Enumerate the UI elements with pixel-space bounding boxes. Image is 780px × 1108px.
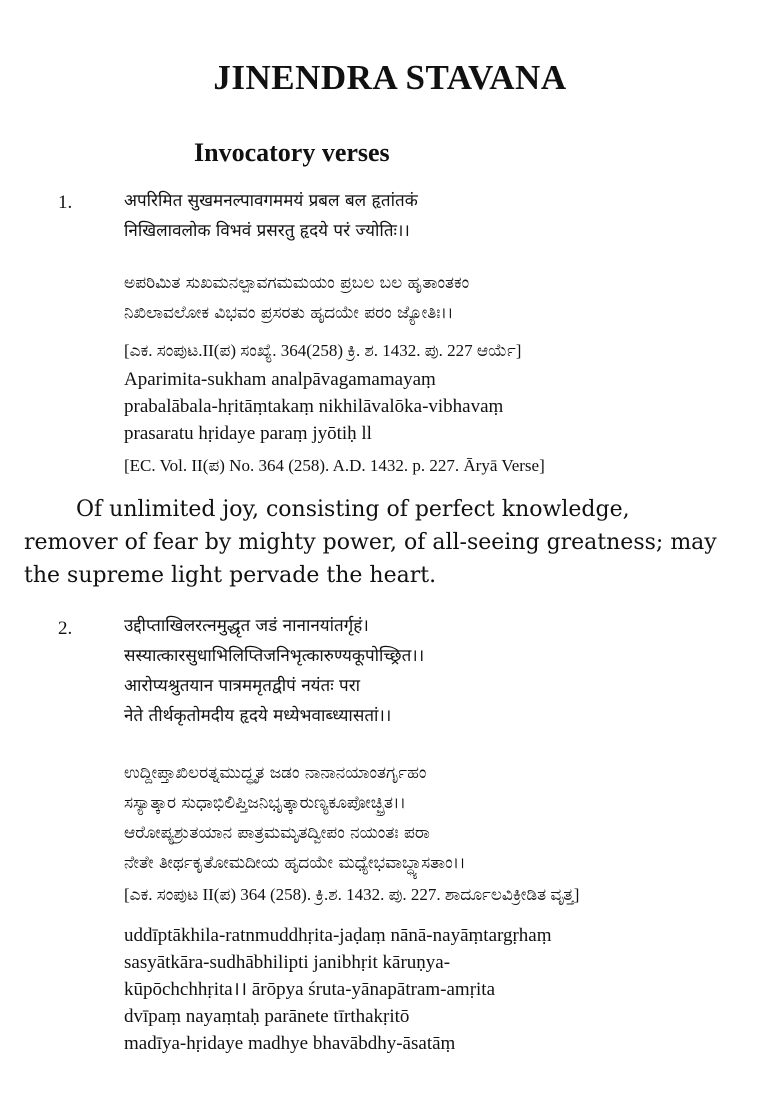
page-title: JINENDRA STAVANA (213, 58, 567, 97)
transliteration-line: prasaratu hṛidaye paraṃ jyōtiḥ ll (124, 423, 372, 444)
verse-1-number: 1. (58, 192, 73, 213)
kannada-line: ಆರೋಪ್ಯಶ್ರುತಯಾನ ಪಾತ್ರಮಮೃತದ್ವೀಪಂ ನಯಂತಃ ಪರಾ (124, 823, 430, 843)
translation-line: the supreme light pervade the heart. (24, 563, 437, 588)
transliteration-line: sasyātkāra-sudhābhilipti janibhṛit kāruṇya- (124, 952, 451, 973)
verse-1-kannada-reference (124, 336, 521, 365)
kannada-line: ನಿಖಿಲಾವಲೋಕ ವಿಭವಂ ಪ್ರಸರತು ಹೃದಯೇ ಪರಂ ಜ್ಯೋತಿಃ।। (124, 303, 454, 323)
verse-2-kannada (124, 758, 466, 878)
kannada-line: ನೇತೇ ತೀರ್ಥಕೃತೋಮದೀಯ ಹೃದಯೇ ಮಧ್ಯೇಭವಾಬ್ಧ್ಯಾಸತಾಂ।। (124, 853, 466, 873)
kannada-reference-text: [ಎಕ. ಸಂಪುಟ II(ಪ) 364 (258). ಕ್ರಿ.ಶ. 1432. ಪು. 227. ಶಾರ್ದೂಲವಿಕ್ರೀಡಿತ ವೃತ್ತ] (124, 885, 580, 904)
verse-1-transliteration (124, 366, 503, 447)
translation-paragraph (24, 493, 764, 592)
transliteration-line: uddīptākhila-ratnmuddhṛita-jaḍaṃ nānā-nayāṃtargṛhaṃ (124, 925, 552, 946)
devanagari-line: आरोप्यश्रुतयान पात्रममृतद्वीपं नयंतः परा (124, 676, 361, 696)
transliteration-line: dvīpaṃ nayaṃtaḥ parānete tīrthakṛitō (124, 1006, 410, 1027)
english-reference-text: [EC. Vol. II(ಪ) No. 364 (258). A.D. 1432. p. 227. Āryā Verse] (124, 456, 545, 475)
kannada-line: ಸಸ್ಯಾತ್ಕಾರ ಸುಧಾಭಿಲಿಪ್ತಿಜನಿಭೃತ್ಕಾರುಣ್ಯಕೂಪೋಚ್ಛ್ರಿತ।। (124, 793, 406, 813)
section-subtitle: Invocatory verses (194, 138, 390, 167)
verse-2-transliteration (124, 922, 552, 1057)
translation-line: Of unlimited joy, consisting of perfect knowledge, (76, 497, 630, 522)
devanagari-line: अपरिमित सुखमनल्पावगममयं प्रबल बल हृतांतकं (124, 191, 418, 211)
kannada-reference-text: [ಎಕ. ಸಂಪುಟ.II(ಪ) ಸಂಖ್ಯೆ. 364(258) ಕ್ರಿ. ಶ. 1432. ಪು. 227 ಆರ್ಯೆ] (124, 341, 522, 360)
transliteration-line: prabalābala-hṛitāṃtakaṃ nikhilāvalōka-vibhavaṃ (124, 396, 504, 417)
transliteration-line: kūpōchchhṛita।। ārōpya śruta-yānapātram-amṛita (124, 979, 496, 1000)
devanagari-line: उद्दीप्ताखिलरत्नमुद्धृत जडं नानानयांतर्गृहं। (124, 616, 369, 636)
verse-2-devanagari (124, 611, 424, 731)
verse-2-kannada-reference (124, 880, 579, 909)
verse-2-number: 2. (58, 618, 73, 639)
transliteration-line: madīya-hṛidaye madhye bhavābdhy-āsatāṃ (124, 1033, 456, 1054)
devanagari-line: सस्यात्कारसुधाभिलिप्तिजनिभृत्कारुण्यकूपोच्छ्रित।। (124, 646, 425, 666)
translation-line: remover of fear by mighty power, of all-seeing greatness; may (24, 530, 717, 555)
devanagari-line: नेते तीर्थकृतोमदीय हृदये मध्येभवाब्ध्यासतां।। (124, 706, 392, 726)
transliteration-line: Aparimita-sukham analpāvagamamayaṃ (124, 369, 436, 390)
kannada-line: ಅಪರಿಮಿತ ಸುಖಮನಲ್ಪಾವಗಮಮಯಂ ಪ್ರಬಲ ಬಲ ಹೃತಾಂತಕಂ (124, 273, 470, 293)
devanagari-line: निखिलावलोक विभवं प्रसरतु हृदये परं ज्योतिः।। (124, 221, 410, 241)
verse-1-kannada (124, 268, 469, 328)
kannada-line: ಉದ್ದೀಪ್ತಾಖಿಲರತ್ನಮುದ್ಧೃತ ಜಡಂ ನಾನಾನಯಾಂತರ್ಗೃಹಂ (124, 763, 427, 783)
verse-1-english-reference (124, 451, 545, 480)
verse-1-devanagari (124, 186, 418, 246)
